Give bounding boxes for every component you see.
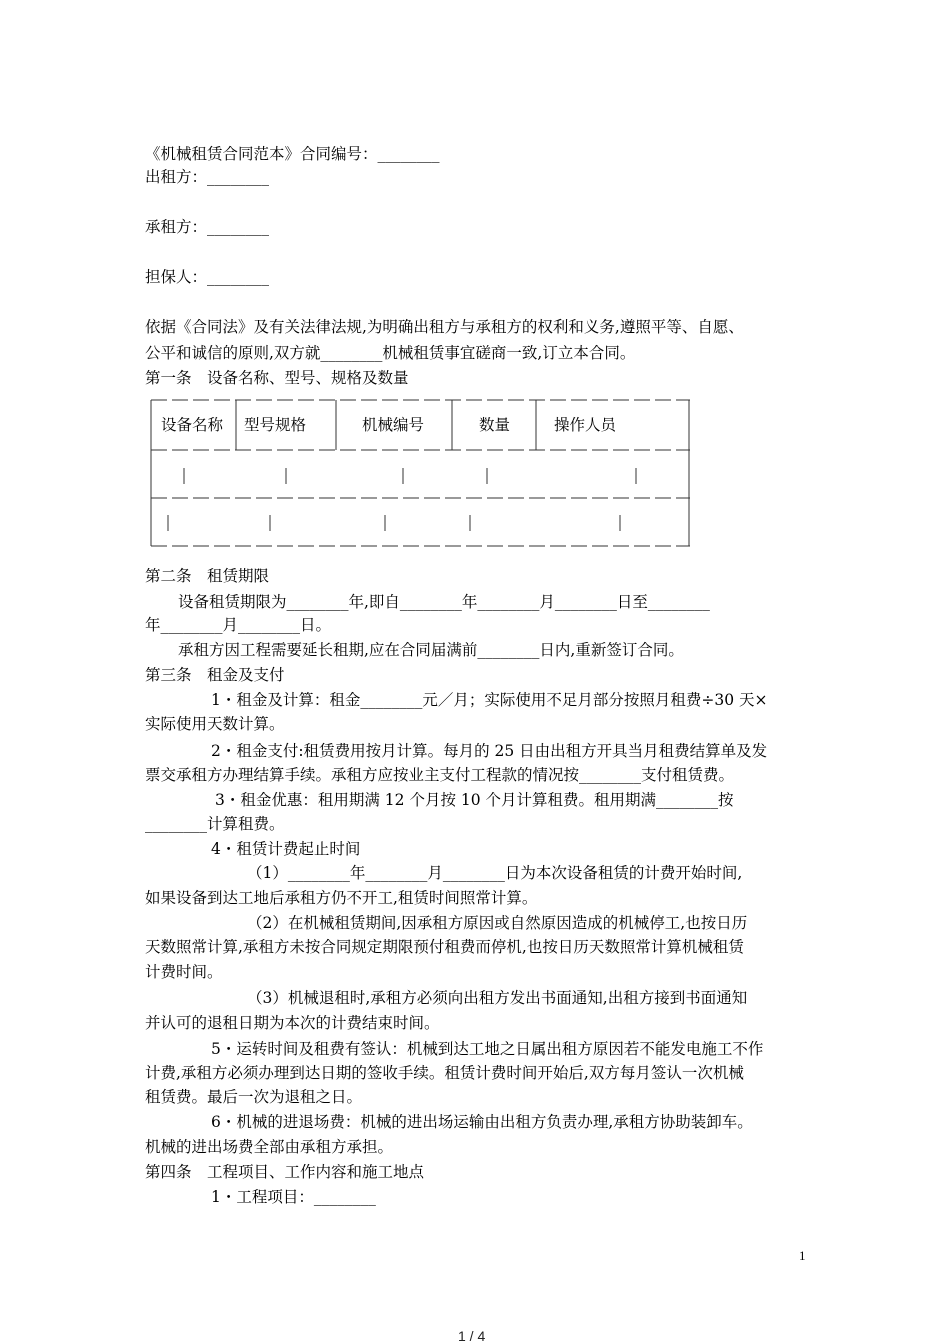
article-3-item-4-c-line-1: （3）机械退租时,承租方必须向出租方发出书面通知,出租方接到书面通知	[247, 989, 748, 1007]
article-3-item-5-line-3: 租赁费。最后一次为退租之日。	[145, 1088, 363, 1106]
article-3-item-5-line-2: 计费,承租方必须办理到达日期的签收手续。租赁计费时间开始后,双方每月签认一次机械	[145, 1064, 744, 1082]
article-3-item-4-b-line-1: （2）在机械租赁期间,因承租方原因或自然原因造成的机械停工,也按日历	[247, 914, 748, 932]
table-header-operator: 操作人员	[554, 416, 617, 434]
table-header-machine-number: 机械编号	[362, 416, 425, 434]
article-2-p1-line-1: 设备租赁期限为________年,即自________年________月________日至________	[178, 593, 710, 611]
preamble-line-1: 依据《合同法》及有关法律法规,为明确出租方与承租方的权利和义务,遵照平等、自愿、	[145, 318, 744, 336]
article-3-item-4-c-line-2: 并认可的退租日期为本次的计费结束时间。	[145, 1014, 440, 1032]
guarantor-line: 担保人：________	[145, 268, 270, 286]
table-header-quantity: 数量	[479, 416, 511, 434]
article-3-item-5-line-1: 5・运转时间及租费有签认：机械到达工地之日属出租方原因若不能发电施工不作	[211, 1040, 764, 1058]
article-3-item-2-line-2: 票交承租方办理结算手续。承租方应按业主支付工程款的情况按________支付租赁费。	[145, 766, 735, 784]
lessor-line: 出租方：________	[145, 168, 270, 186]
article-2-p1-line-2: 年________月________日。	[145, 616, 332, 634]
article-1-title: 第一条 设备名称、型号、规格及数量	[145, 369, 409, 387]
page-indicator: 1 / 4	[458, 1328, 486, 1344]
article-3-item-6-line-1: 6・机械的进退场费：机械的进出场运输由出租方负责办理,承租方协助装卸车。	[211, 1113, 753, 1131]
table-header-model-spec: 型号规格	[244, 416, 307, 434]
article-3-item-4-b-line-3: 计费时间。	[145, 963, 223, 981]
article-3-item-4-a-line-1: （1）________年________月________日为本次设备租赁的计费开始时间,	[247, 864, 743, 882]
equipment-table	[150, 398, 690, 550]
article-3-item-1-line-1: 1・租金及计算：租金________元／月；实际使用不足月部分按照月租费÷30 天×	[211, 691, 768, 709]
article-2-p2: 承租方因工程需要延长租期,应在合同届满前________日内,重新签订合同。	[178, 641, 684, 659]
article-3-item-3-line-1: 3・租金优惠：租用期满 12 个月按 10 个月计算租费。租用期满________按	[215, 791, 734, 809]
preamble-line-2: 公平和诚信的原则,双方就________机械租赁事宜磋商一致,订立本合同。	[145, 344, 636, 362]
article-3-item-1-line-2: 实际使用天数计算。	[145, 715, 285, 733]
article-3-title: 第三条 租金及支付	[145, 666, 285, 684]
article-4-title: 第四条 工程项目、工作内容和施工地点	[145, 1163, 425, 1181]
article-3-item-4-a-line-2: 如果设备到达工地后承租方仍不开工,租赁时间照常计算。	[145, 889, 538, 907]
article-3-item-4-title: 4・租赁计费起止时间	[211, 840, 361, 858]
table-header-equipment-name: 设备名称	[161, 416, 224, 434]
lessee-line: 承租方：________	[145, 218, 270, 236]
article-3-item-2-line-1: 2・租金支付:租赁费用按月计算。每月的 25 日由出租方开具当月租费结算单及发	[211, 742, 768, 760]
article-2-title: 第二条 租赁期限	[145, 567, 270, 585]
article-3-item-6-line-2: 机械的进出场费全部由承租方承担。	[145, 1138, 394, 1156]
article-3-item-4-b-line-2: 天数照常计算,承租方未按合同规定期限预付租费而停机,也按日历天数照常计算机械租赁	[145, 938, 744, 956]
contract-title-line: 《机械租赁合同范本》合同编号：________	[145, 145, 440, 163]
page-number: 1	[799, 1248, 806, 1263]
article-3-item-3-line-2: ________计算租费。	[145, 815, 285, 833]
article-4-item-1: 1・工程项目：________	[211, 1188, 376, 1206]
